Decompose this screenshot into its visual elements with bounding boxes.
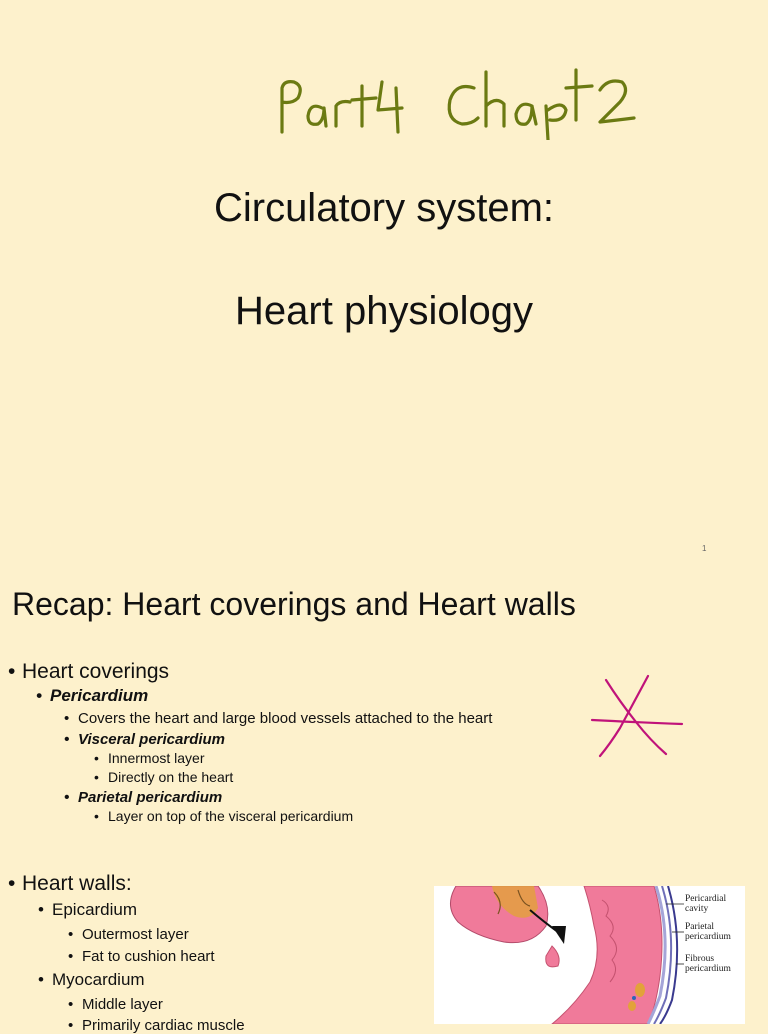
bullet-visceral [64,731,225,748]
bullet-directly [94,769,233,785]
bullet-dot: • [64,789,70,806]
bullet-dot: • [38,900,44,919]
slide-number: 1 [702,544,707,553]
bullet-pericardium [36,686,148,706]
bullet-covers [64,710,492,727]
bullet-text: Epicardium [52,900,138,919]
bullet-layer-on-top [94,808,353,824]
heart-wall-diagram [434,886,745,1024]
handwritten-star-icon [590,672,686,764]
bullet-fat [68,948,215,965]
bullet-myocardium [38,970,145,990]
bullet-dot: • [64,710,70,727]
bullet-dot: • [8,660,16,683]
bullet-outermost [68,926,189,943]
bullet-text: Fat to cushion heart [82,948,215,965]
bullet-dot: • [36,686,42,705]
bullet-text: Middle layer [82,996,163,1013]
label-pericardial-cavity: Pericardial cavity [685,894,727,914]
bullet-text: Myocardium [52,970,145,989]
bullet-cut-off [68,1017,245,1034]
bullet-text: Covers the heart and large blood vessels attached to the heart [78,710,493,727]
bullet-text: Pericardium [50,686,149,705]
bullet-parietal [64,789,222,806]
bullet-dot: • [68,948,74,965]
bullet-text: Heart walls: [22,872,132,895]
label-fibrous-pericardium: Fibrous pericardium [685,954,731,974]
bullet-text: Primarily cardiac muscle [82,1017,245,1034]
slide-title-line-2: Heart physiology [235,289,533,333]
bullet-innermost [94,750,204,766]
bullet-text: Innermost layer [108,750,205,766]
bullet-dot: • [68,1017,74,1034]
bullet-text: Heart coverings [22,660,170,683]
slide-2-title: Recap: Heart coverings and Heart walls [12,586,576,622]
bullet-dot: • [94,769,99,785]
label-parietal-pericardium: Parietal pericardium [685,922,731,942]
bullet-dot: • [64,731,70,748]
bullet-text: Visceral pericardium [78,731,226,748]
bullet-dot: • [68,926,74,943]
handwritten-note [270,60,640,140]
bullet-heart-coverings [8,660,169,684]
slide-title-line-1: Circulatory system: [213,186,555,230]
bullet-dot: • [8,872,16,895]
bullet-text: Parietal pericardium [78,789,223,806]
bullet-heart-walls [8,872,132,896]
bullet-text: Directly on the heart [108,769,234,785]
bullet-epicardium [38,900,137,920]
bullet-text: Outermost layer [82,926,189,943]
bullet-dot: • [38,970,44,989]
bullet-dot: • [94,750,99,766]
bullet-dot: • [94,808,99,824]
bullet-text: Layer on top of the visceral pericardium [108,808,354,824]
bullet-dot: • [68,996,74,1013]
bullet-middle [68,996,163,1013]
